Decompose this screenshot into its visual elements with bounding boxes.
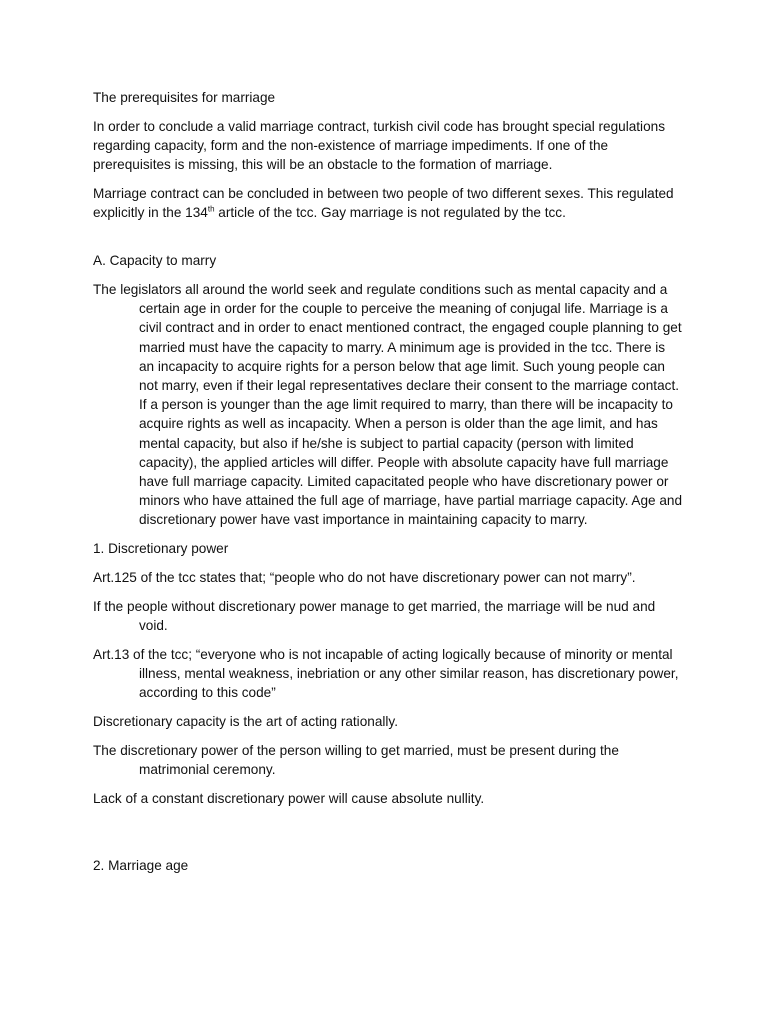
heading-capacity-to-marry: A. Capacity to marry [93, 253, 217, 269]
heading-marriage-age: 2. Marriage age [93, 858, 189, 874]
paragraph-without-power: If the people without discretionary power manage to get married, the marriage will be nud and void. [93, 598, 656, 634]
paragraph-willing: The discretionary power of the person willing to get married, must be present during the matrimonial ceremony. [93, 742, 619, 778]
superscript-ordinal: th [207, 204, 215, 214]
paragraph-intro: In order to conclude a valid marriage contract, turkish civil code has brought special regulations regarding capacity, form and the non-existence of marriage impediments. If one of the prerequisites is missing, this will be an obstacle to the formation of marriage. [93, 118, 665, 173]
heading-discretionary-power: 1. Discretionary power [93, 541, 229, 557]
paragraph-contract-text: Marriage contract can be concluded in between two people of two different sexes. This regulated explicitly in the 134 [93, 186, 674, 221]
paragraph-contract-text-end: article of the tcc. Gay marriage is not regulated by the tcc. [214, 205, 566, 221]
section-title: The prerequisites for marriage [93, 90, 276, 105]
paragraph-art125: Art.125 of the tcc states that; “people who do not have discretionary power can not marry”. [93, 570, 636, 586]
paragraph-contract [93, 184, 683, 222]
paragraph-discretionary-capacity: Discretionary capacity is the art of acting rationally. [93, 714, 398, 730]
paragraph-art13: Art.13 of the tcc; “everyone who is not incapable of acting logically because of minority or mental illness, mental weakness, inebriation or any other similar reason, has discretionary power, according to this code” [93, 646, 679, 701]
paragraph-lack: Lack of a constant discretionary power will cause absolute nullity. [93, 790, 485, 806]
paragraph-capacity: The legislators all around the world seek and regulate conditions such as mental capacity and a certain age in order for the couple to perceive the meaning of conjugal life. Marriage is a civil contract and in order to enact mentioned contract, the engaged couple planning to get married must have the capacity to marry. A minimum age is provided in the tcc. There is an incapacity to acquire rights for a person below that age limit. Such young people can not marry, even if their legal representatives declare their consent to the marriage contact. If a person is younger than the age limit required to marry, than there will be incapacity to acquire rights as well as incapacity. When a person is older than the age limit, and has mental capacity, but also if he/she is subject to partial capacity (person with limited capacity), the applied articles will differ. People with absolute capacity have full marriage have full marriage capacity. Limited capacitated people who have discretionary power or minors who have attained the full age of marriage, have partial marriage capacity. Age and discretionary power have vast importance in maintaining capacity to marry. [93, 282, 683, 528]
document-body [93, 88, 683, 885]
